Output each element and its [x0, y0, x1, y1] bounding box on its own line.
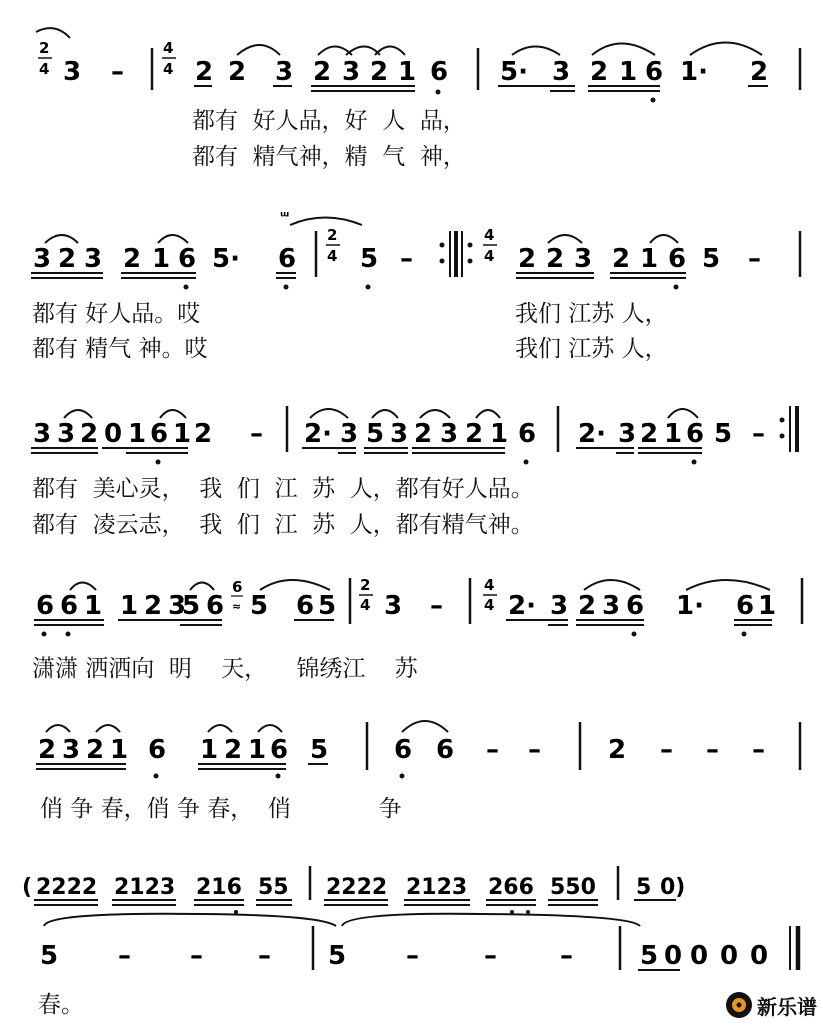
svg-text:2123: 2123 [114, 875, 176, 900]
svg-text:2: 2 [327, 226, 338, 244]
svg-text:2: 2 [224, 735, 243, 765]
svg-text:2: 2 [58, 244, 77, 274]
svg-text:2: 2 [590, 57, 609, 87]
svg-text:2: 2 [228, 57, 247, 87]
svg-text:6: 6 [430, 57, 449, 87]
svg-text:3: 3 [550, 591, 569, 621]
svg-text:3: 3 [275, 57, 294, 87]
notation-staff-3 [0, 380, 823, 450]
svg-text:3: 3 [552, 57, 571, 87]
time-signature-4-4: 4 [163, 39, 174, 57]
svg-text:6: 6 [645, 57, 664, 87]
svg-text:6: 6 [148, 735, 167, 765]
svg-text:2: 2 [612, 244, 631, 274]
svg-text:3: 3 [342, 57, 361, 87]
notation-staff-6 [0, 860, 823, 971]
svg-text:5: 5 [360, 244, 379, 274]
lyric-line: 俏 争 春，俏 争 春， 俏 争 [40, 796, 402, 822]
svg-text:5: 5 [636, 875, 652, 900]
svg-text:3: 3 [84, 244, 103, 274]
svg-text:2·: 2· [304, 419, 332, 449]
svg-text:5: 5 [366, 419, 385, 449]
svg-text:–: – [748, 244, 761, 274]
svg-text:6: 6 [278, 244, 297, 274]
grace-note: 6 [232, 578, 243, 596]
svg-text:2: 2 [465, 419, 484, 449]
svg-text:–: – [111, 57, 124, 87]
score-system-3 [0, 380, 823, 540]
svg-text:–: – [190, 941, 203, 971]
svg-text:3: 3 [384, 591, 403, 621]
score-system-5 [0, 710, 823, 820]
svg-text:55: 55 [258, 875, 289, 900]
svg-text:6: 6 [394, 735, 413, 765]
notation-staff-2 [0, 205, 823, 275]
svg-text:2: 2 [144, 591, 163, 621]
svg-text:1·: 1· [680, 57, 708, 87]
svg-text:1: 1 [84, 591, 103, 621]
svg-text:2: 2 [195, 57, 214, 87]
svg-text:5: 5 [714, 419, 733, 449]
svg-text:1: 1 [248, 735, 267, 765]
svg-text:6: 6 [686, 419, 705, 449]
svg-text:6: 6 [178, 244, 197, 274]
svg-text:2222: 2222 [326, 875, 388, 900]
lyric-line: 我们 江苏 人， [515, 336, 668, 362]
svg-text:2: 2 [546, 244, 565, 274]
svg-text:–: – [118, 941, 131, 971]
logo-text: 新乐谱 [757, 994, 817, 1019]
svg-text:4: 4 [484, 226, 495, 244]
notation-staff-5 [0, 710, 823, 780]
svg-text:0: 0 [104, 419, 123, 449]
svg-text:5: 5 [310, 735, 329, 765]
svg-text:6: 6 [206, 591, 225, 621]
note: 3 [63, 57, 82, 87]
svg-text:6: 6 [626, 591, 645, 621]
svg-text:6: 6 [270, 735, 289, 765]
svg-text:2: 2 [38, 735, 57, 765]
svg-text:–: – [400, 244, 413, 274]
svg-text:≈: ≈ [232, 600, 242, 613]
svg-text:–: – [430, 591, 443, 621]
svg-text:5: 5 [328, 941, 347, 971]
svg-text:–: – [560, 941, 573, 971]
svg-text:–: – [706, 735, 719, 765]
svg-text:2·: 2· [508, 591, 536, 621]
svg-text:1: 1 [758, 591, 777, 621]
svg-text:5: 5 [40, 941, 59, 971]
ornament-mark: ᵚ [280, 209, 290, 225]
lyric-line: 潇潇 洒洒向 明 天， 锦绣江 苏 [32, 656, 418, 682]
lyric-line: 都有 精气神，精 气 神， [192, 144, 466, 170]
svg-text:4: 4 [163, 60, 174, 78]
svg-text:5: 5 [318, 591, 337, 621]
svg-text:0: 0 [690, 941, 709, 971]
svg-text:2: 2 [750, 57, 769, 87]
score-system-6 [0, 860, 823, 1020]
svg-text:1: 1 [120, 591, 139, 621]
svg-text:1: 1 [398, 57, 417, 87]
svg-text:216: 216 [196, 875, 242, 900]
svg-text:5·: 5· [212, 244, 240, 274]
svg-text:3: 3 [33, 244, 52, 274]
svg-text:2: 2 [80, 419, 99, 449]
svg-text:2: 2 [518, 244, 537, 274]
svg-text:2: 2 [194, 419, 213, 449]
lyric-line: 春。 [38, 992, 84, 1018]
svg-text:4: 4 [484, 576, 495, 594]
svg-text:3: 3 [574, 244, 593, 274]
svg-text:6: 6 [296, 591, 315, 621]
svg-text:–: – [752, 419, 765, 449]
svg-text:5: 5 [640, 941, 659, 971]
svg-text:–: – [484, 941, 497, 971]
svg-text:2: 2 [86, 735, 105, 765]
svg-text:1·: 1· [676, 591, 704, 621]
svg-text:3: 3 [57, 419, 76, 449]
svg-text:1: 1 [173, 419, 192, 449]
score-system-2 [0, 205, 823, 365]
svg-text:3: 3 [340, 419, 359, 449]
svg-text:266: 266 [488, 875, 534, 900]
svg-text:1: 1 [664, 419, 683, 449]
svg-text:2·: 2· [578, 419, 606, 449]
svg-text:1: 1 [128, 419, 147, 449]
svg-text:6: 6 [436, 735, 455, 765]
svg-text:4: 4 [327, 247, 338, 265]
time-signature-2-4: 2 [39, 39, 50, 57]
svg-text:5·: 5· [500, 57, 528, 87]
svg-text:3: 3 [390, 419, 409, 449]
score-system-4 [0, 570, 823, 690]
lyric-line: 都有 凌云志， 我 们 江 苏 人，都有精气神。 [32, 512, 534, 538]
svg-text:1: 1 [152, 244, 171, 274]
svg-text:–: – [406, 941, 419, 971]
svg-text:0): 0) [660, 875, 686, 900]
svg-text:2123: 2123 [406, 875, 468, 900]
svg-text:2: 2 [360, 576, 371, 594]
svg-text:5: 5 [250, 591, 269, 621]
svg-text:1: 1 [200, 735, 219, 765]
svg-text:2: 2 [313, 57, 332, 87]
svg-text:2: 2 [578, 591, 597, 621]
svg-text:–: – [528, 735, 541, 765]
svg-text:5: 5 [702, 244, 721, 274]
svg-text:–: – [752, 735, 765, 765]
svg-text:1: 1 [490, 419, 509, 449]
svg-text:3: 3 [168, 591, 187, 621]
svg-text:4: 4 [360, 596, 371, 614]
svg-text:–: – [660, 735, 673, 765]
notation-staff-4 [0, 570, 823, 640]
lyric-line: 我们 江苏 人， [515, 301, 668, 327]
svg-text:2: 2 [123, 244, 142, 274]
svg-text:3: 3 [62, 735, 81, 765]
svg-text:4: 4 [39, 60, 50, 78]
svg-text:2: 2 [640, 419, 659, 449]
svg-text:3: 3 [33, 419, 52, 449]
svg-text:6: 6 [36, 591, 55, 621]
lyric-line: 都有 好人品。哎 [32, 301, 201, 327]
svg-text:6: 6 [668, 244, 687, 274]
watermark-logo [725, 990, 817, 1020]
lyric-line: 都有 好人品，好 人 品， [192, 108, 466, 134]
parenthesis: ( [22, 875, 33, 900]
svg-text:2: 2 [608, 735, 627, 765]
svg-text:3: 3 [440, 419, 459, 449]
svg-text:–: – [250, 419, 263, 449]
svg-text:0: 0 [750, 941, 769, 971]
notation-staff-1 [0, 10, 823, 87]
lyric-line: 都有 精气 神。哎 [32, 336, 208, 362]
music-disc-icon [725, 991, 753, 1019]
svg-text:1: 1 [619, 57, 638, 87]
svg-text:6: 6 [518, 419, 537, 449]
svg-text:2: 2 [370, 57, 389, 87]
svg-text:2222: 2222 [36, 875, 98, 900]
svg-text:–: – [486, 735, 499, 765]
lyric-line: 都有 美心灵， 我 们 江 苏 人，都有好人品。 [32, 476, 534, 502]
svg-text:–: – [258, 941, 271, 971]
svg-text:6: 6 [150, 419, 169, 449]
svg-text:550: 550 [550, 875, 596, 900]
svg-text:0: 0 [664, 941, 683, 971]
svg-text:3: 3 [618, 419, 637, 449]
svg-text:4: 4 [484, 247, 495, 265]
svg-text:1: 1 [640, 244, 659, 274]
svg-text:0: 0 [720, 941, 739, 971]
svg-text:2: 2 [414, 419, 433, 449]
svg-text:1: 1 [110, 735, 129, 765]
svg-text:6: 6 [736, 591, 755, 621]
score-system-1 [0, 10, 823, 170]
svg-text:5: 5 [182, 591, 201, 621]
svg-text:4: 4 [484, 596, 495, 614]
svg-text:3: 3 [602, 591, 621, 621]
svg-text:6: 6 [60, 591, 79, 621]
